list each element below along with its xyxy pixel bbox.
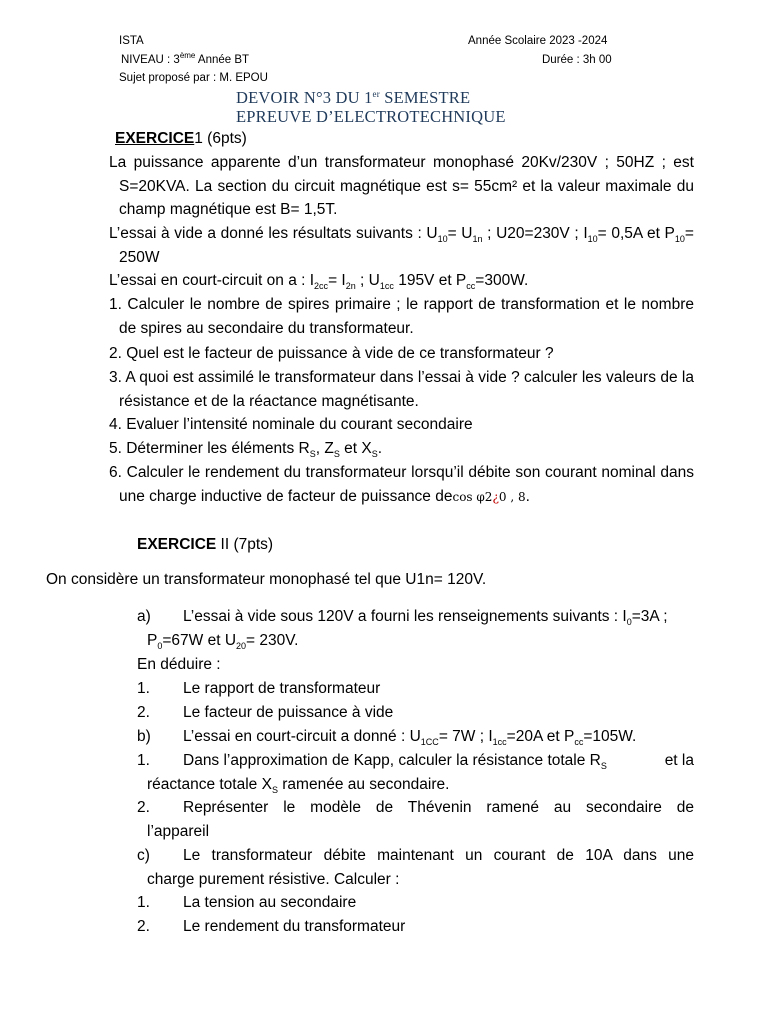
- part-a-item2-num: 2.: [137, 704, 150, 721]
- exercise1-no-load-data: L’essai à vide a donné les résultats suivants : $U_{10}= U_{1n}$ ; U20=230V ; $I_{10}= 0,5A$ et $P_{10}= 250W$: [109, 225, 694, 266]
- exercise1-heading: EXERCICE1 (6pts): [115, 130, 247, 147]
- duration: Durée : 3h 00: [542, 54, 612, 66]
- exercise2-heading: EXERCICE II (7pts): [137, 536, 274, 553]
- exam-title: DEVOIR N°3 DU 1er SEMESTRE: [236, 88, 471, 107]
- part-c-label: c): [137, 847, 150, 864]
- part-b-item1-line1: Dans l’approximation de Kapp, calculer la résistance totale $R_S$ et la: [183, 752, 694, 772]
- exercise1-question-4: 4. Evaluer l’intensité nominale du courant secondaire: [109, 416, 473, 433]
- part-c-item1: La tension au secondaire: [183, 894, 357, 911]
- part-a-label: a): [137, 608, 151, 625]
- level: NIVEAU : 3ème Année BT: [121, 51, 250, 66]
- exercise1-question-5: 5. Déterminer les éléments $R_S$, $Z_S$ et $X_S$.: [109, 440, 383, 460]
- part-b-label: b): [137, 728, 151, 745]
- part-c-line1: Le transformateur débite maintenant un courant de 10A dans une: [183, 847, 694, 864]
- part-b-item1-num: 1.: [137, 752, 150, 769]
- exam-subtitle: EPREUVE D’ELECTROTECHNIQUE: [236, 107, 506, 126]
- part-c-line2: charge purement résistive. Calculer :: [147, 871, 400, 888]
- part-a-item2: Le facteur de puissance à vide: [183, 704, 394, 721]
- exercise1-question-1: 1. Calculer le nombre de spires primaire ; le rapport de transformation et le nombre de spires au secondaire du transformateur.: [109, 296, 694, 337]
- exercise1-intro: La puissance apparente d’un transformateur monophasé 20Kv/230V ; 50HZ ; est S=20KVA. La section du circuit magnétique est s= 55cm² et la valeur maximale du champ magnétique est B= 1,5T.: [109, 154, 694, 218]
- part-a-line1: L’essai à vide sous 120V a fourni les renseignements suivants : $I_0=3A$ ;: [183, 608, 668, 628]
- part-a-item1-num: 1.: [137, 680, 150, 697]
- school-year: Année Scolaire 2023 -2024: [468, 35, 608, 47]
- exercise1-question-2: 2. Quel est le facteur de puissance à vide de ce transformateur ?: [109, 345, 554, 362]
- part-a-line2: $P_0=67W$ et $U_{20}= 230V$.: [147, 632, 299, 652]
- exercise1-short-circuit-data: L’essai en court-circuit on a : $I_{2cc}= I_{2n}$ ; $U_{1cc}$ 195V et $P_{cc}=300W$.: [109, 272, 529, 292]
- power-factor-formula: cos φ2¿0 , 8: [452, 489, 526, 504]
- exercise1-question-6: 6. Calculer le rendement du transformateur lorsqu’il débite son courant nominal dans une charge inductive de facteur de puissance decos φ2¿0 , 8.: [109, 464, 694, 505]
- part-b-item2-num: 2.: [137, 799, 150, 816]
- part-b-item2-line1: Représenter le modèle de Thévenin ramené au secondaire de: [183, 799, 694, 816]
- part-a-item1: Le rapport de transformateur: [183, 680, 381, 697]
- part-b-item1-line2: réactance totale $X_S$ ramenée au secondaire.: [147, 776, 450, 796]
- author: Sujet proposé par : M. EPOU: [119, 72, 268, 84]
- part-b-text: L’essai en court-circuit a donné : $U_{1CC}= 7W$ ; $I_{1cc}=20A$ et $P_{cc}=105W$.: [183, 728, 637, 748]
- exercise2-intro: On considère un transformateur monophasé tel que U1n= 120V.: [46, 571, 487, 588]
- deduce-label: En déduire :: [137, 656, 221, 673]
- part-c-item2-num: 2.: [137, 918, 150, 935]
- part-b-item2-line2: l’appareil: [147, 823, 210, 840]
- school-name: ISTA: [119, 35, 144, 47]
- exercise1-question-3: 3. A quoi est assimilé le transformateur dans l’essai à vide ? calculer les valeurs de la résistance et de la réactance magnétisante.: [109, 369, 694, 410]
- part-c-item1-num: 1.: [137, 894, 150, 911]
- part-c-item2: Le rendement du transformateur: [183, 918, 406, 935]
